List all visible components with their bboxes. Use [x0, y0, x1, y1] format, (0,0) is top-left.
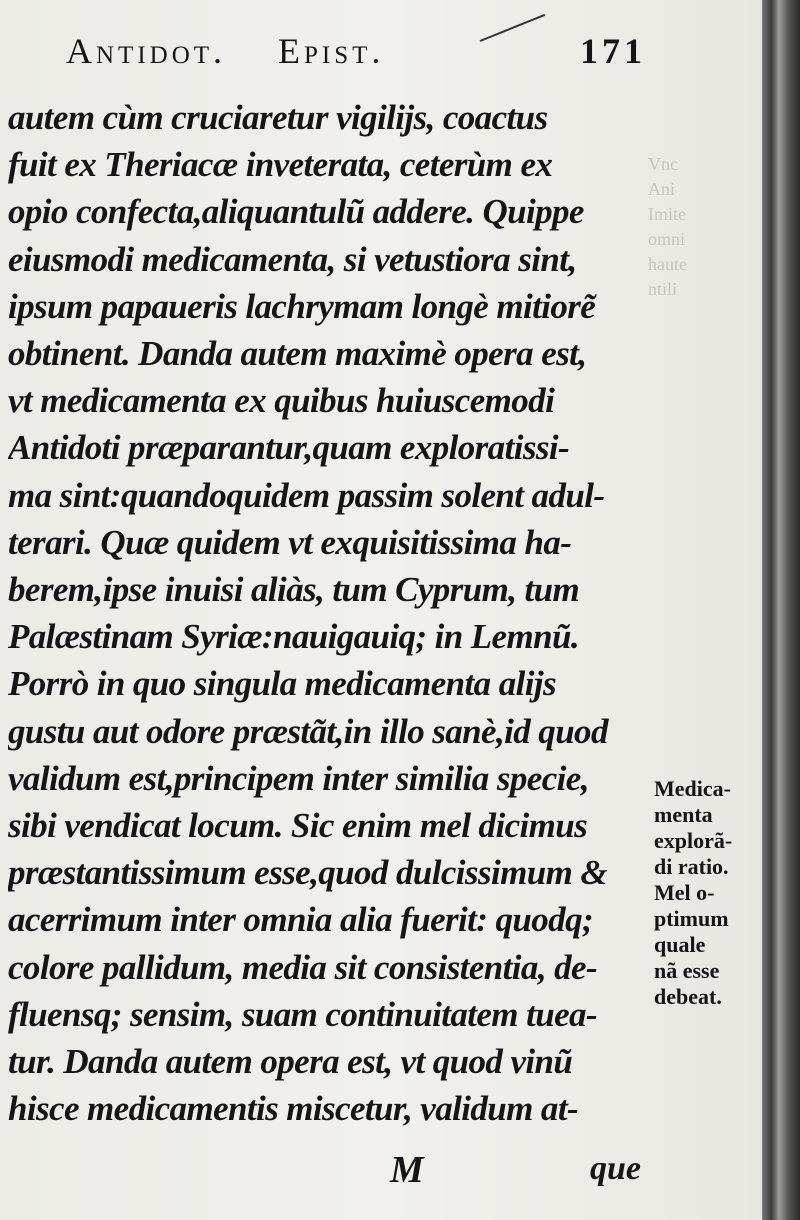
page-number: 171 [580, 31, 646, 71]
text-line: fluensq; sensim, suam continuitatem tuea- [8, 994, 597, 1034]
text-line: berem,ipse inuisi aliàs, tum Cyprum, tum [8, 570, 580, 610]
text-line: fuit ex Theriacæ inveterata, ceterùm ex [8, 145, 553, 185]
running-header [66, 30, 646, 78]
text-line: Antidoti præparantur,quam exploratissi- [8, 428, 570, 468]
margin-note-line: Mel o- [654, 880, 715, 905]
margin-note-line: ptimum [654, 906, 729, 931]
text-line: obtinent. Danda autem maximè opera est, [8, 334, 587, 374]
margin-note [654, 776, 762, 1010]
text-line: opio confecta,aliquantulũ addere. Quippe [8, 192, 584, 232]
text-line: ipsum papaueris lachrymam longè mitiorẽ [8, 286, 596, 326]
text-line: acerrimum inter omnia alia fuerit: quodq; [8, 900, 594, 940]
margin-note-line: menta [654, 802, 713, 827]
margin-note-line: Medica- [654, 776, 731, 801]
margin-note-line: nã esse [654, 958, 720, 983]
signature-mark: M [390, 1149, 424, 1191]
margin-note-line: di ratio. [654, 854, 729, 879]
show-through-text: Vnc Ani Imite omni haute ntili [648, 154, 687, 299]
text-line: eiusmodi medicamenta, si vetustiora sint, [8, 239, 577, 279]
margin-note-line: explorã- [654, 828, 733, 853]
text-line: Porrò in quo singula medicamenta alijs [8, 664, 556, 704]
catchword: que [590, 1150, 641, 1187]
book-gutter [762, 0, 800, 1220]
text-line: ma sint:quandoquidem passim solent adul- [8, 475, 605, 515]
text-line: validum est,principem inter similia specie, [8, 758, 589, 798]
text-line: tur. Danda autem opera est, vt quod vinũ [8, 1042, 573, 1082]
text-line: colore pallidum, media sit consistentia, de- [8, 947, 598, 987]
text-line: gustu aut odore præstãt,in illo sanè,id quod [8, 711, 608, 751]
text-line: terari. Quæ quidem vt exquisitissima ha- [8, 522, 572, 562]
text-line: autem cùm cruciaretur vigilijs, coactus [8, 98, 548, 137]
text-line: Palæstinam Syriæ:nauigauiq; in Lemnũ. [8, 617, 579, 657]
text-line: vt medicamenta ex quibus huiuscemodi [8, 381, 555, 421]
body-text [8, 94, 654, 1132]
text-line: sibi vendicat locum. Sic enim mel dicimus [8, 806, 588, 846]
header-left: Antidot. Epist. [66, 31, 385, 71]
text-line: præstantissimum esse,quod dulcissimum & [8, 853, 607, 893]
margin-note-line: debeat. [654, 984, 722, 1009]
margin-note-line: quale [654, 932, 706, 957]
text-line: hisce medicamentis miscetur, validum at- [8, 1089, 579, 1129]
